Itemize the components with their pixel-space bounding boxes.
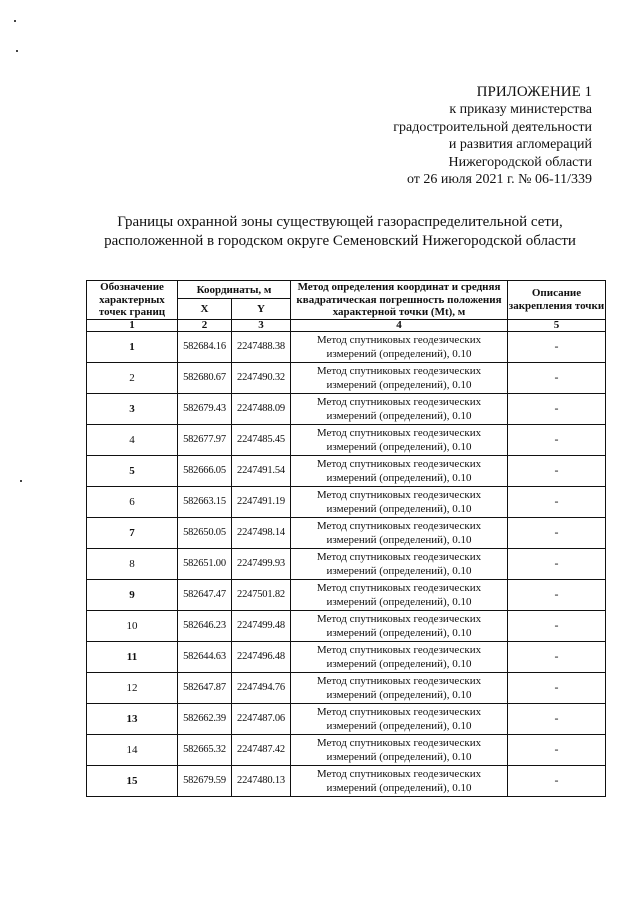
- method-cell: Метод спутниковых геодезических измерений (определений), 0.10: [291, 517, 508, 548]
- scan-mark: [16, 50, 18, 52]
- coordinate-y: 2247491.54: [232, 455, 291, 486]
- description-cell: -: [508, 579, 606, 610]
- column-number: 4: [291, 319, 508, 331]
- coordinate-x: 582679.43: [178, 393, 232, 424]
- description-cell: -: [508, 765, 606, 796]
- column-number: 3: [232, 319, 291, 331]
- coordinate-y: 2247488.38: [232, 331, 291, 362]
- method-cell: Метод спутниковых геодезических измерений (определений), 0.10: [291, 672, 508, 703]
- table-row: [87, 362, 606, 393]
- table-row: [87, 579, 606, 610]
- header-x: X: [178, 299, 232, 319]
- coordinate-x: 582677.97: [178, 424, 232, 455]
- point-number: 12: [87, 672, 178, 703]
- coordinate-y: 2247488.09: [232, 393, 291, 424]
- point-number: 15: [87, 765, 178, 796]
- description-cell: -: [508, 517, 606, 548]
- method-cell: Метод спутниковых геодезических измерений (определений), 0.10: [291, 703, 508, 734]
- coordinate-y: 2247496.48: [232, 641, 291, 672]
- description-cell: -: [508, 548, 606, 579]
- method-cell: Метод спутниковых геодезических измерений (определений), 0.10: [291, 765, 508, 796]
- coordinate-x: 582679.59: [178, 765, 232, 796]
- coordinate-x: 582647.87: [178, 672, 232, 703]
- coordinate-y: 2247487.42: [232, 734, 291, 765]
- table-row: [87, 486, 606, 517]
- column-number: 5: [508, 319, 606, 331]
- appendix-title: ПРИЛОЖЕНИЕ 1: [476, 84, 592, 100]
- column-number: 2: [178, 319, 232, 331]
- coordinate-x: 582644.63: [178, 641, 232, 672]
- coordinate-x: 582662.39: [178, 703, 232, 734]
- table-row: [87, 455, 606, 486]
- appendix-date: от 26 июля 2021 г. № 06-11/339: [406, 172, 592, 188]
- description-cell: -: [508, 641, 606, 672]
- description-cell: -: [508, 703, 606, 734]
- table-row: [87, 703, 606, 734]
- description-cell: -: [508, 393, 606, 424]
- description-cell: -: [508, 424, 606, 455]
- appendix-header: [393, 84, 592, 188]
- method-cell: Метод спутниковых геодезических измерений (определений), 0.10: [291, 548, 508, 579]
- coordinates-table: [86, 280, 606, 797]
- appendix-line: и развития агломераций: [448, 137, 592, 153]
- coordinate-x: 582663.15: [178, 486, 232, 517]
- description-cell: -: [508, 362, 606, 393]
- table-row: [87, 765, 606, 796]
- method-cell: Метод спутниковых геодезических измерений (определений), 0.10: [291, 331, 508, 362]
- method-cell: Метод спутниковых геодезических измерений (определений), 0.10: [291, 486, 508, 517]
- coordinate-x: 582646.23: [178, 610, 232, 641]
- coordinate-x: 582650.05: [178, 517, 232, 548]
- method-cell: Метод спутниковых геодезических измерений (определений), 0.10: [291, 424, 508, 455]
- point-number: 14: [87, 734, 178, 765]
- coordinate-x: 582647.47: [178, 579, 232, 610]
- document-title: [0, 213, 640, 250]
- method-cell: Метод спутниковых геодезических измерений (определений), 0.10: [291, 610, 508, 641]
- description-cell: -: [508, 734, 606, 765]
- coordinate-x: 582665.32: [178, 734, 232, 765]
- point-number: 8: [87, 548, 178, 579]
- coordinate-y: 2247499.93: [232, 548, 291, 579]
- point-number: 10: [87, 610, 178, 641]
- coordinate-y: 2247490.32: [232, 362, 291, 393]
- table-row: [87, 331, 606, 362]
- title-line: Границы охранной зоны существующей газораспределительной сети,: [117, 214, 563, 230]
- coordinate-y: 2247499.48: [232, 610, 291, 641]
- description-cell: -: [508, 672, 606, 703]
- table-row: [87, 610, 606, 641]
- coordinate-y: 2247485.45: [232, 424, 291, 455]
- method-cell: Метод спутниковых геодезических измерений (определений), 0.10: [291, 579, 508, 610]
- point-number: 6: [87, 486, 178, 517]
- appendix-line: Нижегородской области: [448, 154, 592, 170]
- coordinate-x: 582684.16: [178, 331, 232, 362]
- coordinate-y: 2247494.76: [232, 672, 291, 703]
- coordinate-y: 2247498.14: [232, 517, 291, 548]
- description-cell: -: [508, 455, 606, 486]
- coordinate-x: 582680.67: [178, 362, 232, 393]
- table-row: [87, 424, 606, 455]
- header-point-designation: Обозначение характерных точек границ: [87, 281, 178, 320]
- description-cell: -: [508, 610, 606, 641]
- appendix-line: к приказу министерства: [449, 102, 592, 118]
- title-line: расположенной в городском округе Семеновский Нижегородской области: [104, 232, 576, 249]
- appendix-line: градостроительной деятельности: [393, 119, 592, 135]
- column-number: 1: [87, 319, 178, 331]
- point-number: 13: [87, 703, 178, 734]
- method-cell: Метод спутниковых геодезических измерений (определений), 0.10: [291, 734, 508, 765]
- header-coordinates: Координаты, м: [178, 281, 291, 299]
- method-cell: Метод спутниковых геодезических измерений (определений), 0.10: [291, 455, 508, 486]
- header-y: Y: [232, 299, 291, 319]
- point-number: 9: [87, 579, 178, 610]
- point-number: 11: [87, 641, 178, 672]
- table-row: [87, 393, 606, 424]
- point-number: 4: [87, 424, 178, 455]
- header-method: Метод определения координат и средняя квадратическая погрешность положения характерной точки (Mt), м: [291, 281, 508, 320]
- coordinate-x: 582666.05: [178, 455, 232, 486]
- coordinate-y: 2247487.06: [232, 703, 291, 734]
- coordinate-x: 582651.00: [178, 548, 232, 579]
- coordinate-y: 2247480.13: [232, 765, 291, 796]
- point-number: 1: [87, 331, 178, 362]
- method-cell: Метод спутниковых геодезических измерений (определений), 0.10: [291, 641, 508, 672]
- header-description: Описание закрепления точки: [508, 281, 606, 320]
- description-cell: -: [508, 486, 606, 517]
- table-row: [87, 672, 606, 703]
- description-cell: -: [508, 331, 606, 362]
- scan-mark: [20, 480, 22, 482]
- table-row: [87, 734, 606, 765]
- table-row: [87, 548, 606, 579]
- method-cell: Метод спутниковых геодезических измерений (определений), 0.10: [291, 362, 508, 393]
- scan-mark: [14, 20, 16, 22]
- point-number: 2: [87, 362, 178, 393]
- point-number: 3: [87, 393, 178, 424]
- point-number: 7: [87, 517, 178, 548]
- table-row: [87, 641, 606, 672]
- method-cell: Метод спутниковых геодезических измерений (определений), 0.10: [291, 393, 508, 424]
- table-row: [87, 517, 606, 548]
- coordinate-y: 2247491.19: [232, 486, 291, 517]
- table-body: [87, 331, 606, 796]
- point-number: 5: [87, 455, 178, 486]
- coordinate-y: 2247501.82: [232, 579, 291, 610]
